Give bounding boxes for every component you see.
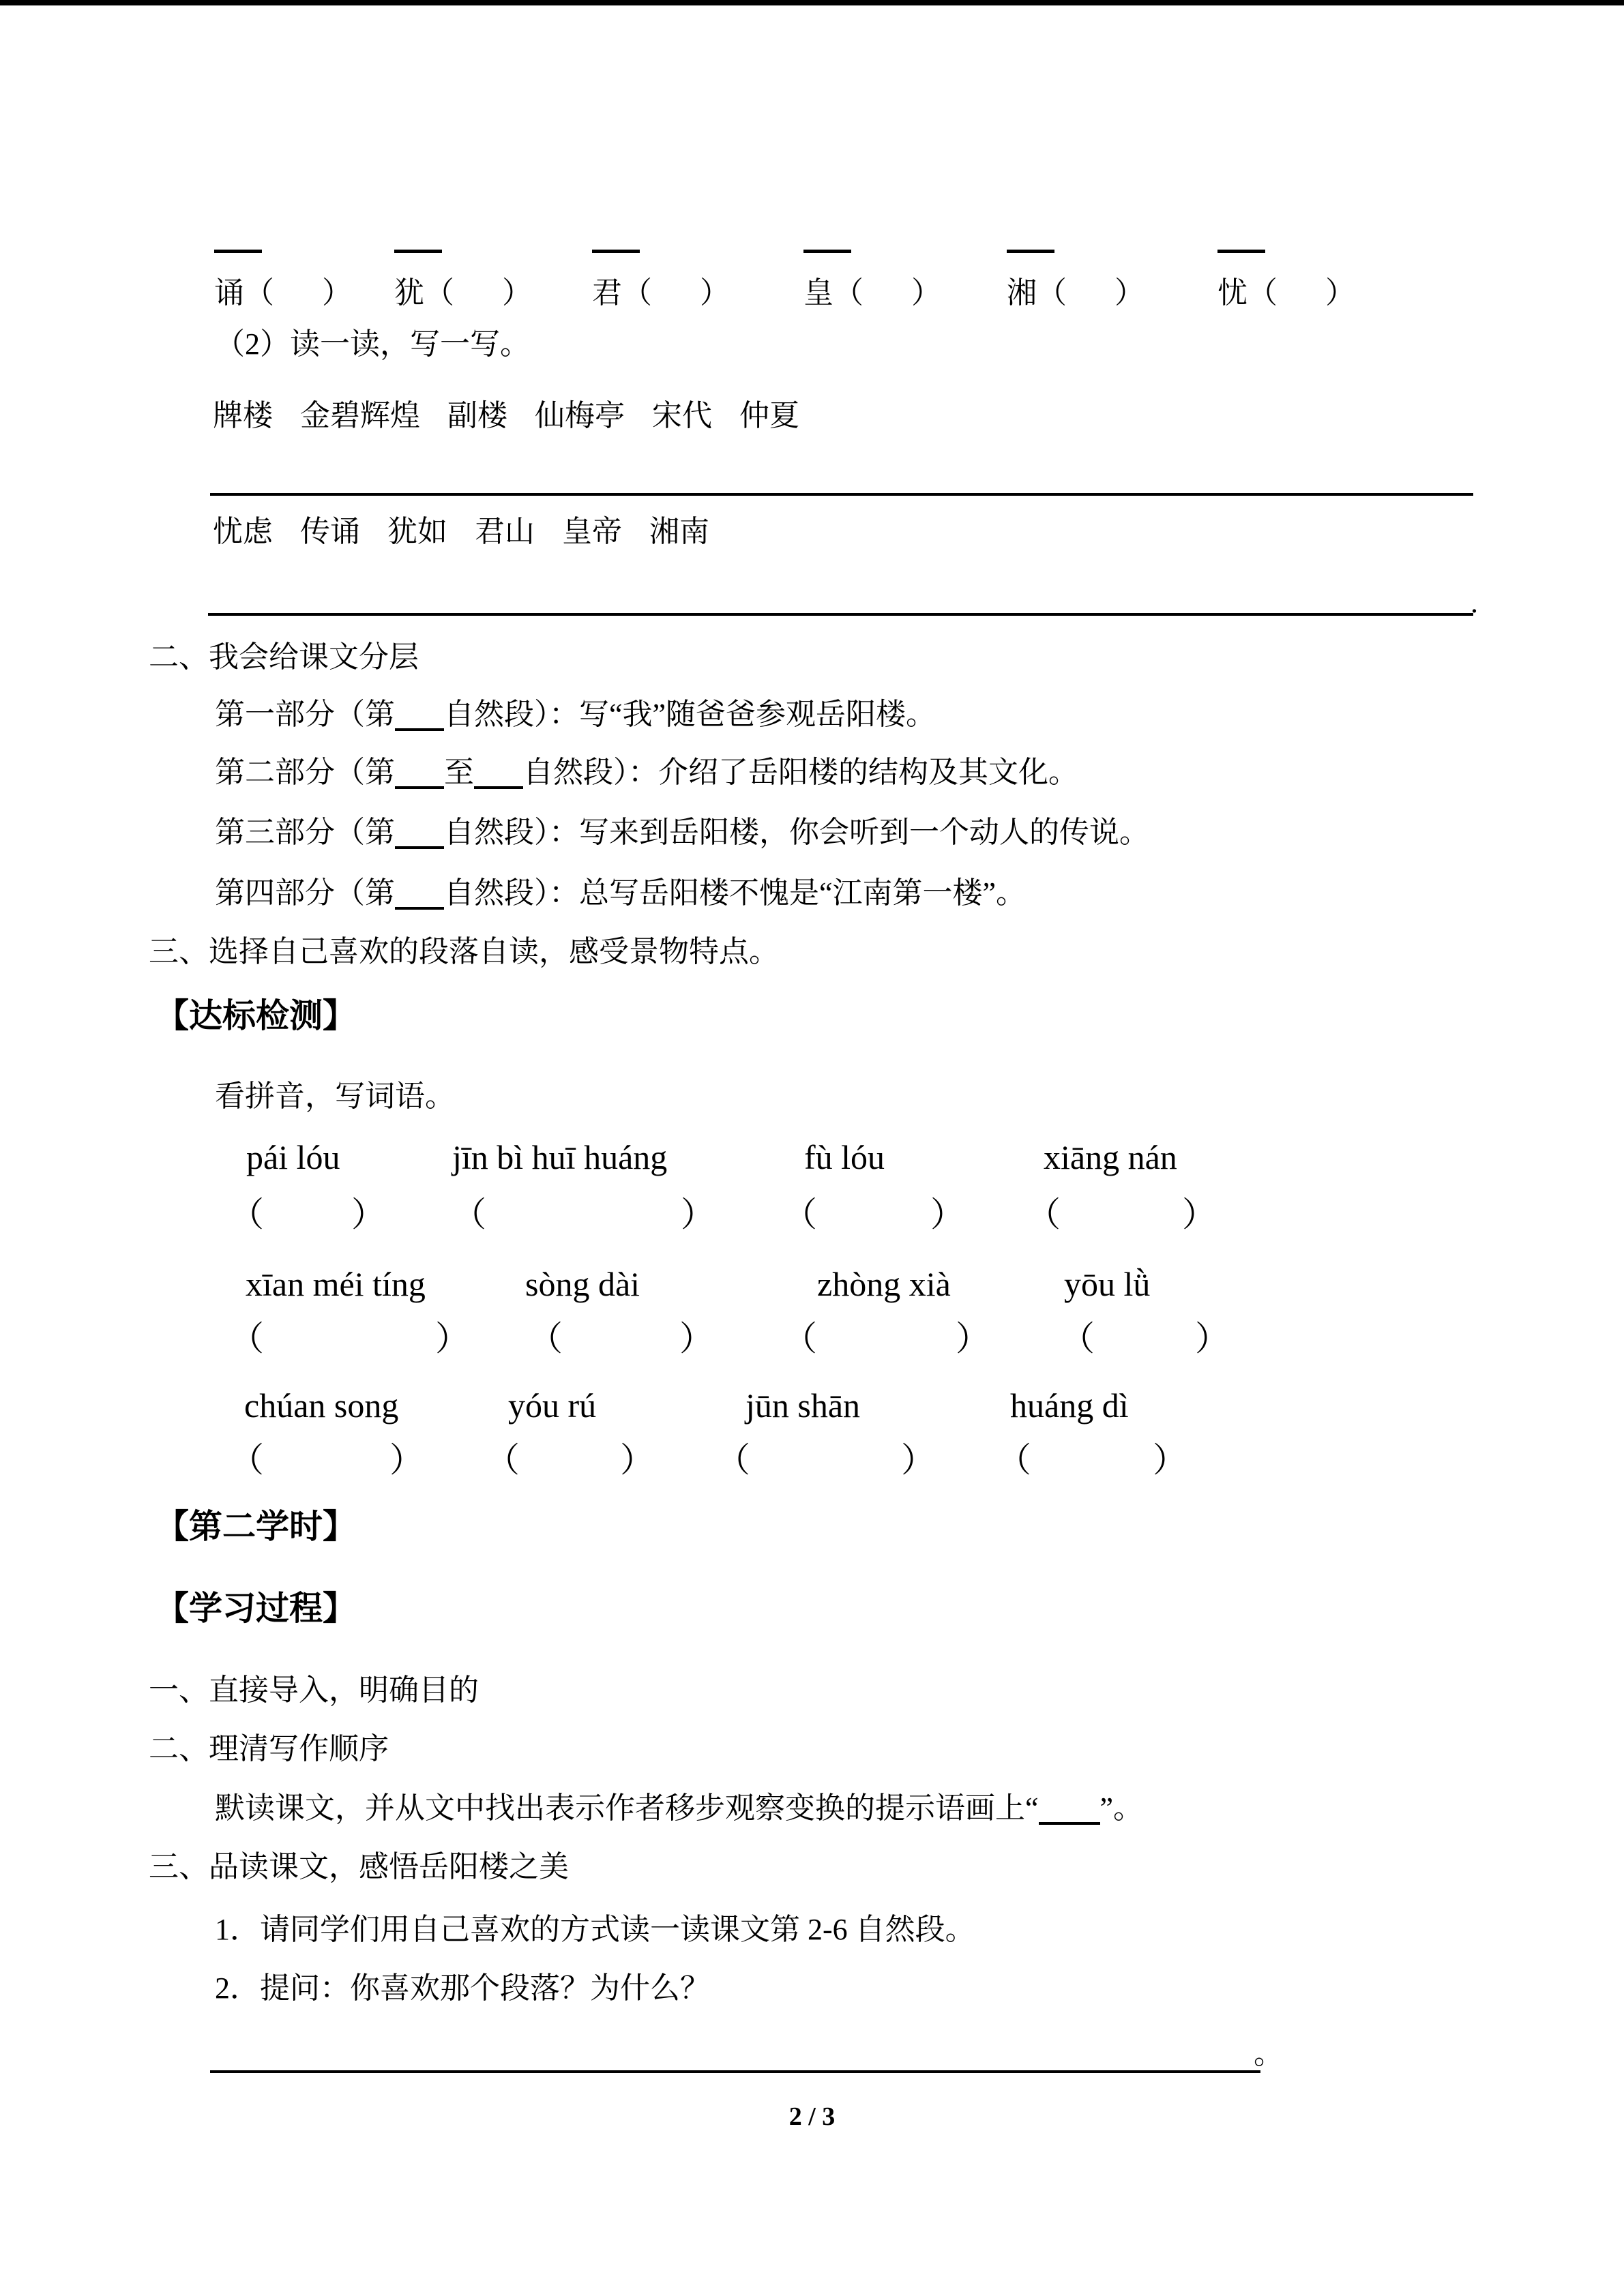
pinyin-guide-line — [803, 250, 851, 253]
answer-line — [210, 493, 1473, 496]
paren-open: （ — [997, 1441, 1031, 1479]
word-item: 皇帝 — [562, 515, 622, 548]
word-item: 湘南 — [649, 515, 709, 548]
pinyin-word: xiāng nán — [1044, 1138, 1177, 1176]
paren-open: （ — [486, 1441, 520, 1479]
word-item: 君山 — [475, 515, 535, 548]
paren-open: （ — [1037, 276, 1067, 310]
pinyin-guide-line — [592, 250, 640, 253]
blank-underline — [395, 708, 444, 731]
paren-close: ） — [1195, 1320, 1229, 1358]
blank-underline — [395, 766, 444, 789]
detail-text: 默读课文，并从文中找出表示作者移步观察变换的提示语画上“ — [215, 1791, 1039, 1825]
pinyin-word: jūn shān — [745, 1386, 861, 1425]
part-text: 自然段）：总写岳阳楼不愧是“江南第一楼”。 — [444, 876, 1027, 910]
pinyin-word: huáng dì — [1010, 1386, 1129, 1425]
word-item: 牌楼 — [213, 399, 273, 432]
answer-paren-pair — [230, 1322, 469, 1356]
paren-close: ） — [351, 1195, 385, 1234]
character: 诵 — [214, 276, 244, 310]
window-top-bar — [0, 0, 1624, 5]
part-text: 自然段）：介绍了岳阳楼的结构及其文化。 — [523, 756, 1078, 789]
part-text: 至 — [444, 756, 474, 789]
paren-open: （ — [783, 1320, 817, 1358]
paren-open: （ — [529, 1320, 563, 1358]
process-step-3: 三、品读课文，感悟岳阳楼之美 — [149, 1850, 569, 1883]
paren-close: ） — [911, 276, 941, 310]
paren-open: （ — [230, 1320, 264, 1358]
part-text: 第二部分（第 — [215, 756, 395, 789]
paren-close: ） — [1114, 276, 1145, 310]
paren-open: （ — [424, 276, 454, 310]
word-item: 金碧辉煌 — [300, 399, 420, 432]
pinyin-guide-line — [394, 250, 442, 253]
paren-close: ） — [620, 1441, 654, 1479]
paren-close: ） — [956, 1320, 990, 1358]
paren-close: ） — [1153, 1441, 1187, 1479]
blank-underline — [395, 826, 444, 849]
answer-paren-pair — [1061, 1322, 1229, 1356]
pinyin-word: jīn bì huī huáng — [452, 1138, 668, 1176]
character: 君 — [592, 276, 622, 310]
part-text: 第三部分（第 — [215, 816, 395, 849]
paren-close: ） — [1182, 1195, 1216, 1234]
answer-line — [208, 613, 1473, 616]
process-step-3-sub1: 1．请同学们用自己喜欢的方式读一读课文第 2-6 自然段。 — [215, 1913, 975, 1946]
word-item: 仙梅亭 — [535, 399, 625, 432]
answer-paren-pair — [783, 1197, 964, 1232]
check-header: 【达标检测】 — [156, 997, 357, 1034]
char-fill-item — [1007, 278, 1145, 308]
character: 忧 — [1217, 276, 1247, 310]
pinyin-word: pái lóu — [246, 1138, 340, 1176]
word-item: 宋代 — [652, 399, 712, 432]
character: 皇 — [803, 276, 833, 310]
part-text: 第四部分（第 — [215, 876, 395, 910]
word-item: 忧虑 — [213, 515, 273, 548]
paren-open: （ — [622, 276, 652, 310]
part-line-3 — [215, 818, 1149, 849]
char-fill-item — [803, 278, 941, 308]
answer-paren-pair — [997, 1443, 1187, 1477]
paren-close: ） — [930, 1195, 964, 1234]
process-step-2: 二、理清写作顺序 — [149, 1732, 389, 1765]
page-number: 2 / 3 — [788, 2102, 836, 2131]
answer-paren-pair — [1027, 1197, 1216, 1232]
paren-open: （ — [1061, 1320, 1095, 1358]
paren-open: （ — [1027, 1195, 1061, 1234]
answer-paren-pair — [783, 1322, 990, 1356]
word-item: 仲夏 — [739, 399, 799, 432]
paren-close: ） — [502, 276, 532, 310]
paren-close: ） — [681, 1195, 715, 1234]
process-step-2-detail — [215, 1793, 1143, 1825]
check-instruction: 看拼音，写词语。 — [215, 1079, 455, 1113]
pinyin-word: fù lóu — [804, 1138, 885, 1176]
process-step-1: 一、直接导入，明确目的 — [149, 1673, 479, 1707]
paren-open: （ — [783, 1195, 817, 1234]
char-fill-item — [592, 278, 730, 308]
line-end-period: . — [1471, 586, 1478, 619]
character: 犹 — [394, 276, 424, 310]
part-text: 自然段）：写“我”随爸爸参观岳阳楼。 — [444, 698, 936, 731]
part-text: 自然段）：写来到岳阳楼，你会听到一个动人的传说。 — [444, 816, 1149, 849]
pinyin-guide-line — [1007, 250, 1054, 253]
footer-period: 。 — [1254, 2037, 1284, 2070]
answer-paren-pair — [486, 1443, 654, 1477]
paren-open: （ — [452, 1195, 486, 1234]
paren-open: （ — [230, 1441, 264, 1479]
blank-underline — [1039, 1802, 1100, 1825]
paren-close: ） — [389, 1441, 424, 1479]
part-line-1 — [215, 700, 936, 731]
section-item-3: 三、选择自己喜欢的段落自读，感受景物特点。 — [149, 935, 779, 968]
paren-close: ） — [322, 276, 352, 310]
session2-header: 【第二学时】 — [156, 1508, 357, 1545]
word-item: 传诵 — [300, 515, 360, 548]
part-line-2 — [215, 758, 1078, 789]
paren-open: （ — [1247, 276, 1278, 310]
character: 湘 — [1007, 276, 1037, 310]
pinyin-word: zhòng xià — [817, 1265, 951, 1303]
paren-close: ） — [679, 1320, 713, 1358]
word-item: 副楼 — [447, 399, 507, 432]
char-fill-item — [1217, 278, 1355, 308]
answer-paren-pair — [716, 1443, 935, 1477]
char-fill-item — [214, 278, 352, 308]
answer-line — [210, 2070, 1260, 2073]
pinyin-word: chúan song — [244, 1386, 399, 1425]
blank-underline — [395, 886, 444, 910]
pinyin-word: sòng dài — [525, 1265, 640, 1303]
part-line-4 — [215, 878, 1026, 910]
answer-paren-pair — [230, 1443, 424, 1477]
process-step-3-sub2: 2．提问：你喜欢那个段落？为什么？ — [215, 1971, 710, 2005]
paren-close: ） — [1325, 276, 1355, 310]
paren-close: ） — [901, 1441, 935, 1479]
answer-paren-pair — [452, 1197, 715, 1232]
paren-open: （ — [716, 1441, 750, 1479]
answer-paren-pair — [230, 1197, 385, 1232]
word-item: 犹如 — [387, 515, 447, 548]
process-header: 【学习过程】 — [156, 1590, 357, 1627]
paren-close: ） — [435, 1320, 469, 1358]
paren-open: （ — [244, 276, 274, 310]
section-title-layering: 二、我会给课文分层 — [149, 640, 419, 674]
paren-open: （ — [833, 276, 863, 310]
pinyin-word: yóu rú — [508, 1386, 597, 1425]
pinyin-word: yōu lǜ — [1064, 1265, 1151, 1303]
pinyin-guide-line — [1217, 250, 1265, 253]
word-row-2 — [213, 517, 709, 547]
answer-paren-pair — [529, 1322, 713, 1356]
paren-close: ） — [700, 276, 730, 310]
paren-open: （ — [230, 1195, 264, 1234]
detail-text: ”。 — [1099, 1791, 1144, 1825]
pinyin-word: xīan méi tíng — [246, 1265, 426, 1303]
pinyin-guide-line — [214, 250, 262, 253]
word-row-1 — [213, 401, 799, 431]
blank-underline — [474, 766, 523, 789]
read-write-label: （2）读一读，写一写。 — [215, 327, 530, 361]
part-text: 第一部分（第 — [215, 698, 395, 731]
char-fill-item — [394, 278, 532, 308]
